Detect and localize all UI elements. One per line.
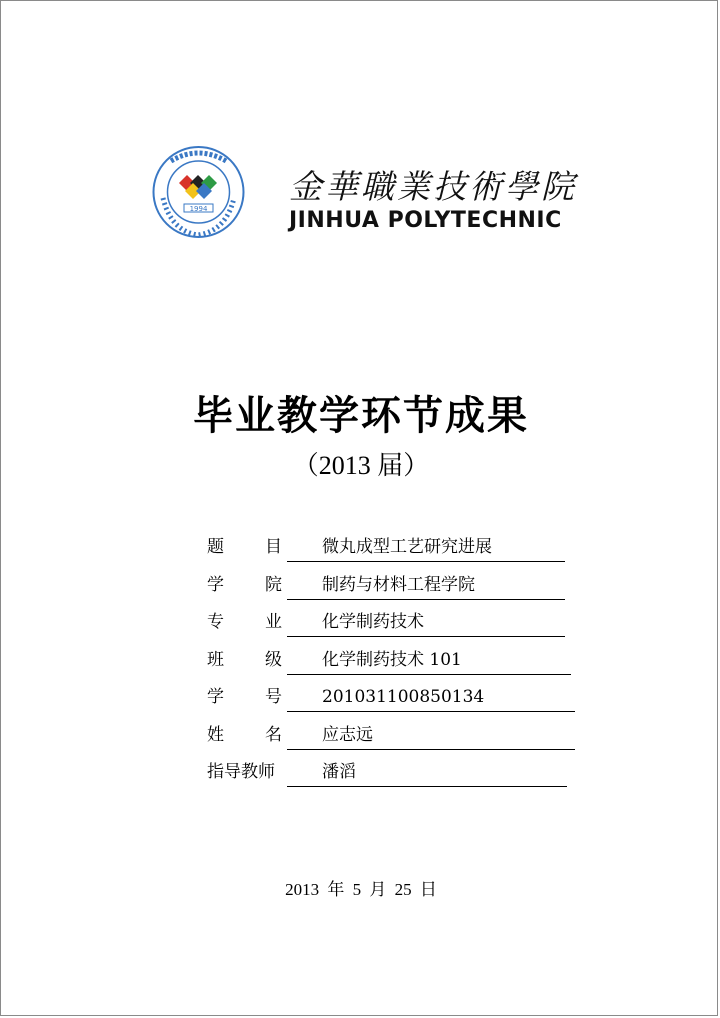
info-table (207, 532, 587, 795)
field-value-college: 制药与材料工程学院 (287, 570, 565, 600)
label-char: 题 (207, 537, 224, 557)
school-name-en: JINHUA POLYTECHNIC (289, 208, 562, 233)
field-row-college (207, 570, 587, 608)
field-value-class: 化学制药技术 101 (287, 645, 571, 675)
school-seal-logo (151, 143, 246, 241)
field-value-topic: 微丸成型工艺研究进展 (287, 532, 565, 562)
label-char: 学 (207, 687, 224, 707)
field-row-name (207, 720, 587, 758)
label-char: 号 (265, 687, 282, 707)
document-subtitle: （2013 届） (292, 451, 430, 480)
label-text: 指导教师 (207, 762, 275, 782)
field-row-class (207, 645, 587, 683)
label-char: 班 (207, 649, 224, 670)
label-char: 业 (265, 612, 282, 632)
document-title: 毕业教学环节成果 (193, 393, 529, 439)
field-value-advisor: 潘滔 (287, 757, 567, 787)
field-row-major (207, 607, 587, 645)
field-value-name: 应志远 (287, 720, 575, 750)
label-char: 学 (207, 574, 224, 595)
label-char: 专 (207, 612, 224, 632)
field-value-student-id: 201031100850134 (287, 682, 575, 712)
school-name-cn: 金華職業技術學院 (289, 167, 577, 206)
svg-text:1994: 1994 (189, 205, 208, 213)
label-char: 目 (265, 537, 282, 557)
label-char: 姓 (207, 724, 224, 745)
field-row-advisor (207, 757, 587, 795)
label-char: 级 (265, 649, 282, 670)
field-row-student-id (207, 682, 587, 720)
label-char: 院 (265, 574, 282, 595)
field-value-major: 化学制药技术 (287, 607, 565, 637)
document-date: 2013 年 5 月 25 日 (285, 880, 437, 899)
field-row-topic (207, 532, 587, 570)
label-char: 名 (265, 724, 282, 745)
